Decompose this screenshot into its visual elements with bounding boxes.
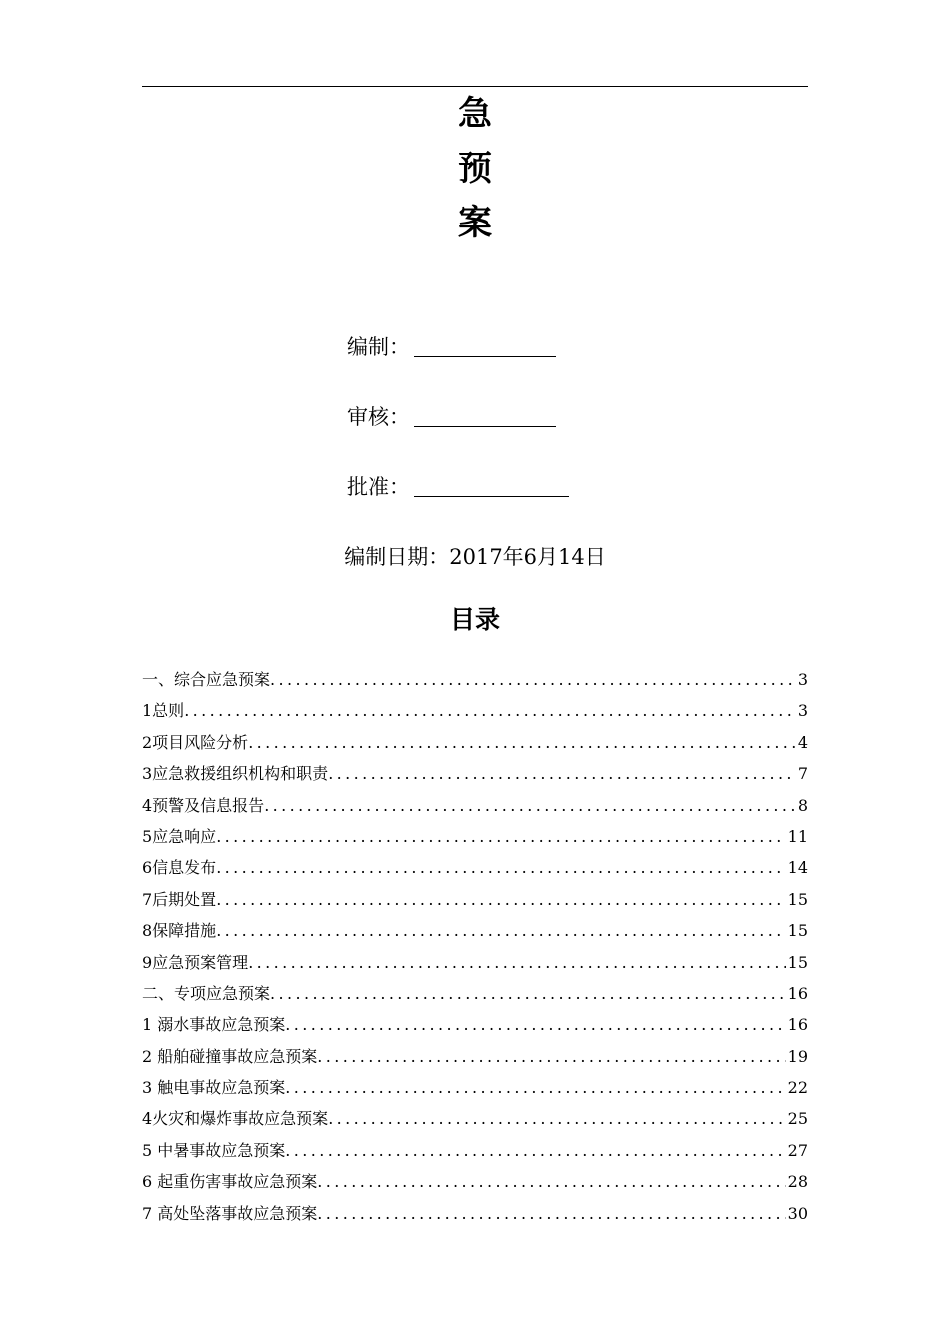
toc-entry[interactable] <box>142 729 808 760</box>
toc-entry-label: 1总则 <box>142 701 185 721</box>
toc-entry[interactable] <box>142 949 808 980</box>
title-char-3: 案 <box>458 203 492 243</box>
toc-entry-page: 16 <box>787 1015 808 1035</box>
toc-entry[interactable] <box>142 1137 808 1168</box>
toc-entry-page: 4 <box>797 732 808 752</box>
signature-row-compiler <box>347 333 556 361</box>
toc-entry-page: 7 <box>797 764 808 784</box>
toc-entry-page: 27 <box>787 1140 808 1160</box>
toc-dot-leader <box>285 1011 785 1039</box>
toc-entry-page: 28 <box>787 1172 808 1192</box>
toc-dot-leader <box>216 823 785 851</box>
toc-entry[interactable] <box>142 1200 808 1231</box>
signature-label: 编制： <box>347 335 410 359</box>
toc-entry-label: 2 船舶碰撞事故应急预案 <box>142 1046 318 1066</box>
toc-entry[interactable] <box>142 1074 808 1105</box>
toc-entry-page: 3 <box>797 701 808 721</box>
toc-entry[interactable] <box>142 823 808 854</box>
toc-dot-leader <box>248 949 785 977</box>
signature-row-reviewer <box>347 403 556 431</box>
signature-blank-line <box>414 356 556 357</box>
toc-entry[interactable] <box>142 1011 808 1042</box>
toc-dot-leader <box>270 980 786 1008</box>
toc-dot-leader <box>270 666 796 694</box>
signature-row-approver <box>347 473 569 501</box>
toc-entry-page: 8 <box>797 795 808 815</box>
toc-dot-leader <box>328 1105 785 1133</box>
signature-blank-line <box>414 426 556 427</box>
toc-entry-label: 6信息发布 <box>142 858 217 878</box>
toc-entry-label: 1 溺水事故应急预案 <box>142 1015 286 1035</box>
toc-dot-leader <box>216 886 785 914</box>
toc-entry-page: 3 <box>797 670 808 689</box>
toc-entry-label: 一、综合应急预案 <box>142 670 271 689</box>
toc-entry-page: 22 <box>787 1078 808 1098</box>
toc-entry-label: 6 起重伤害事故应急预案 <box>142 1172 318 1192</box>
toc-dot-leader <box>248 729 796 757</box>
toc-dot-leader <box>285 1137 785 1165</box>
toc-entry-label: 2项目风险分析 <box>142 732 249 752</box>
toc-dot-leader <box>317 1168 785 1196</box>
toc-entry[interactable] <box>142 854 808 885</box>
toc-entry-page: 25 <box>787 1109 808 1129</box>
toc-entry-label: 9应急预案管理 <box>142 952 249 972</box>
toc-entry[interactable] <box>142 760 808 791</box>
signature-label: 审核： <box>347 405 410 429</box>
toc-dot-leader <box>285 1074 785 1102</box>
toc-title: 目录 <box>449 605 500 634</box>
header-rule <box>142 86 808 87</box>
toc-entry-page: 14 <box>787 858 808 878</box>
table-of-contents <box>142 666 808 1231</box>
toc-entry-label: 3应急救援组织机构和职责 <box>142 764 329 784</box>
toc-entry-label: 4预警及信息报告 <box>142 795 265 815</box>
toc-entry-label: 二、专项应急预案 <box>142 983 271 1003</box>
toc-entry-label: 5应急响应 <box>142 826 217 846</box>
toc-entry[interactable] <box>142 697 808 728</box>
toc-dot-leader <box>317 1043 785 1071</box>
toc-entry[interactable] <box>142 917 808 948</box>
toc-entry-page: 15 <box>787 889 808 909</box>
toc-entry-page: 15 <box>787 921 808 941</box>
toc-dot-leader <box>184 697 796 725</box>
toc-dot-leader <box>317 1200 785 1228</box>
toc-entry-page: 19 <box>787 1046 808 1066</box>
toc-entry[interactable] <box>142 666 808 697</box>
toc-entry[interactable] <box>142 1168 808 1199</box>
toc-dot-leader <box>328 760 796 788</box>
toc-dot-leader <box>216 917 785 945</box>
toc-entry-label: 8保障措施 <box>142 921 217 941</box>
toc-dot-leader <box>216 854 785 882</box>
toc-entry-page: 30 <box>787 1203 808 1223</box>
toc-entry-label: 4火灾和爆炸事故应急预案 <box>142 1109 329 1129</box>
title-char-1: 急 <box>458 94 492 134</box>
compile-date: 编制日期：2017年6月14日 <box>344 545 606 569</box>
signature-label: 批准： <box>347 475 410 499</box>
signature-blank-line <box>414 496 569 497</box>
toc-entry[interactable] <box>142 1043 808 1074</box>
toc-entry-label: 7 高处坠落事故应急预案 <box>142 1203 318 1223</box>
title-char-2: 预 <box>458 149 492 189</box>
toc-entry-label: 5 中暑事故应急预案 <box>142 1140 286 1160</box>
toc-entry-label: 3 触电事故应急预案 <box>142 1078 286 1098</box>
toc-entry-page: 11 <box>787 826 808 846</box>
toc-entry[interactable] <box>142 792 808 823</box>
toc-entry-label: 7后期处置 <box>142 889 217 909</box>
toc-dot-leader <box>264 792 796 820</box>
toc-entry-page: 15 <box>787 952 808 972</box>
toc-entry[interactable] <box>142 980 808 1011</box>
toc-entry[interactable] <box>142 886 808 917</box>
toc-entry-page: 16 <box>787 983 808 1003</box>
toc-entry[interactable] <box>142 1105 808 1136</box>
